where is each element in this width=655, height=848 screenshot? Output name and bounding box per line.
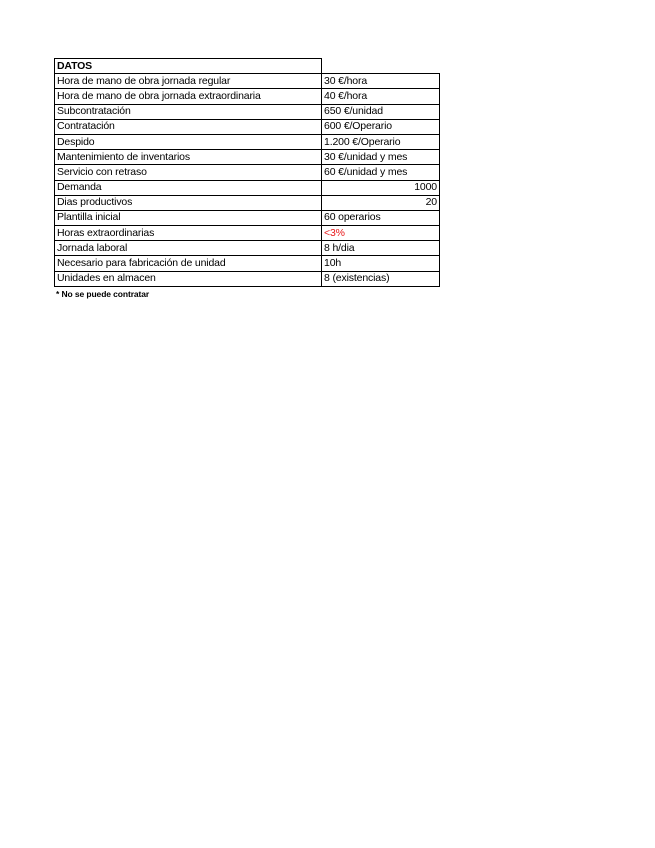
row-value-cell[interactable]: 1.200 €/Operario	[322, 134, 440, 149]
spreadsheet-page	[54, 58, 440, 299]
table-row	[55, 226, 440, 241]
table-row	[55, 150, 440, 165]
row-label-cell[interactable]: Unidades en almacen	[55, 271, 322, 286]
table-row	[55, 256, 440, 271]
table-header-row	[55, 59, 440, 74]
table-row	[55, 89, 440, 104]
row-label-cell[interactable]: Mantenimiento de inventarios	[55, 150, 322, 165]
table-row	[55, 165, 440, 180]
row-value-cell[interactable]: 650 €/unidad	[322, 104, 440, 119]
table-row	[55, 271, 440, 286]
table-row	[55, 134, 440, 149]
row-value-cell[interactable]: 40 €/hora	[322, 89, 440, 104]
table-row	[55, 180, 440, 195]
datos-table	[54, 58, 440, 287]
table-row	[55, 241, 440, 256]
row-value-cell[interactable]: 60 €/unidad y mes	[322, 165, 440, 180]
row-label-cell[interactable]: Contratación	[55, 119, 322, 134]
row-value-cell[interactable]: 10h	[322, 256, 440, 271]
row-label-cell[interactable]: Servicio con retraso	[55, 165, 322, 180]
row-label-cell[interactable]: Dias productivos	[55, 195, 322, 210]
row-value-cell[interactable]: 1000	[322, 180, 440, 195]
row-value-cell[interactable]: 30 €/hora	[322, 74, 440, 89]
row-label-cell[interactable]: Subcontratación	[55, 104, 322, 119]
row-label-cell[interactable]: Hora de mano de obra jornada extraordinaria	[55, 89, 322, 104]
footnote: * No se puede contratar	[56, 288, 150, 299]
table-row	[55, 119, 440, 134]
table-row	[55, 210, 440, 225]
row-label-cell[interactable]: Necesario para fabricación de unidad	[55, 256, 322, 271]
row-value-cell[interactable]: 60 operarios	[322, 210, 440, 225]
row-label-cell[interactable]: Horas extraordinarias	[55, 226, 322, 241]
row-label-cell[interactable]: Despido	[55, 134, 322, 149]
row-value-cell[interactable]: 600 €/Operario	[322, 119, 440, 134]
row-value-cell[interactable]: 8 h/dia	[322, 241, 440, 256]
table-row	[55, 195, 440, 210]
row-value-cell[interactable]: 30 €/unidad y mes	[322, 150, 440, 165]
highlighted-value-cell[interactable]: <3%	[322, 226, 440, 241]
row-label-cell[interactable]: Hora de mano de obra jornada regular	[55, 74, 322, 89]
row-value-cell[interactable]: 8 (existencias)	[322, 271, 440, 286]
row-label-cell[interactable]: Demanda	[55, 180, 322, 195]
empty-header-cell[interactable]	[322, 59, 440, 74]
row-value-cell[interactable]: 20	[322, 195, 440, 210]
table-row	[55, 74, 440, 89]
row-label-cell[interactable]: Plantilla inicial	[55, 210, 322, 225]
table-row	[55, 104, 440, 119]
datos-header-cell[interactable]: DATOS	[55, 59, 322, 74]
row-label-cell[interactable]: Jornada laboral	[55, 241, 322, 256]
